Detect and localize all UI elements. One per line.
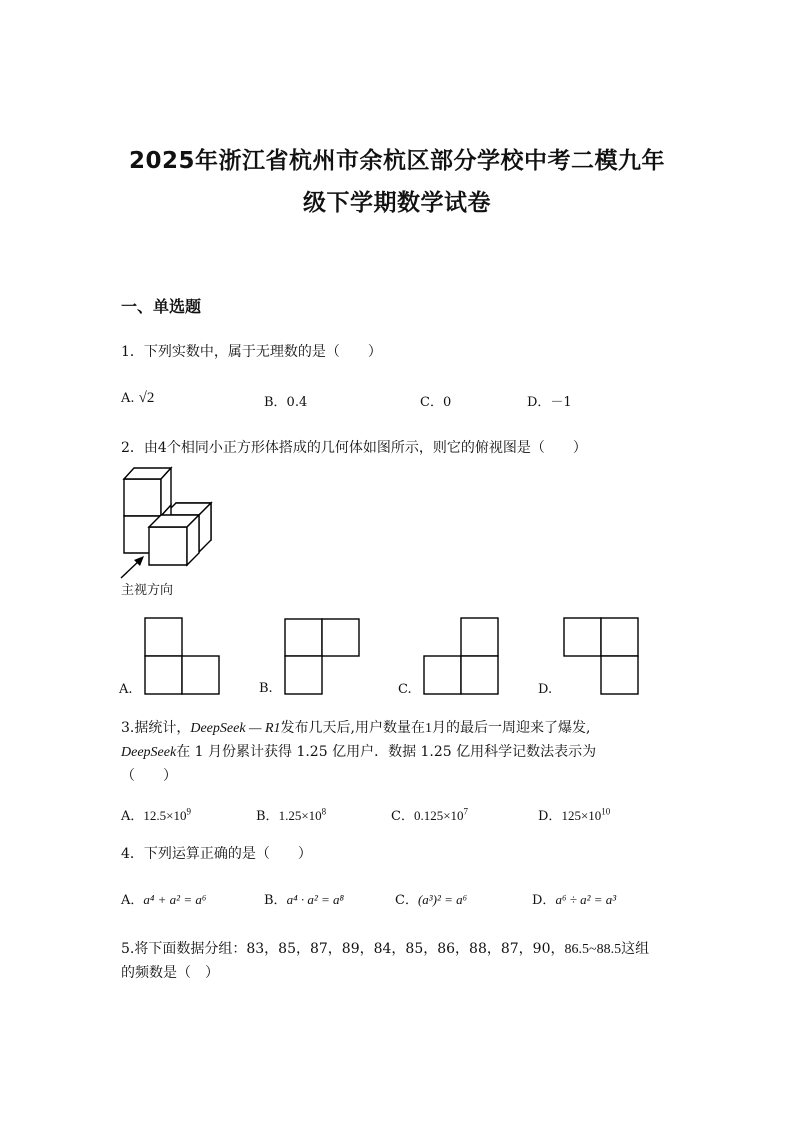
option-label: B． [264, 893, 287, 908]
question-2-option-c: C. [398, 682, 412, 697]
question-4-stem: 4．下列运算正确的是（ ） [121, 846, 312, 862]
option-label: A． [121, 893, 144, 908]
option-math: a⁴ · a² = a⁸ [286, 892, 345, 907]
question-3-line2 [121, 741, 596, 761]
option-math: 12.5×10 [143, 808, 187, 823]
option-label: D． [538, 809, 562, 824]
page-title-line1: 2025年浙江省杭州市余杭区部分学校中考二模九年 [128, 148, 665, 174]
question-3-option-b [256, 805, 326, 824]
option-label: D． [532, 893, 556, 908]
option-a-label: A. [121, 391, 135, 406]
option-label: A． [121, 809, 144, 824]
q3-mid2: 月的最后一周迎来了爆发, [432, 720, 591, 736]
question-3-option-a [121, 805, 191, 824]
option-a-view [140, 612, 230, 702]
q3-line2-text: 在 1 月份累计获得 1.25 亿用户．数据 1.25 亿用科学记数法表示为 [176, 744, 597, 760]
option-exponent: 9 [186, 806, 191, 817]
question-5-line2: 的频数是（ ） [121, 965, 219, 981]
q3-mid1: 发布几天后,用户数量在 [280, 720, 425, 736]
option-math: a⁶ ÷ a² = a³ [555, 892, 617, 907]
q3-deepseek-r1: DeepSeek — R1 [190, 721, 281, 736]
option-b-view [280, 612, 370, 702]
q5-line1-end: 这组 [621, 941, 650, 957]
question-3-option-d [538, 805, 610, 824]
question-5-line1 [121, 938, 649, 958]
option-exponent: 7 [463, 806, 469, 817]
option-exponent: 8 [321, 806, 327, 817]
option-c-view [418, 612, 508, 702]
cube-top-left [124, 468, 171, 516]
question-2-stem: 2．由4个相同小正方形体搭成的几何体如图所示，则它的俯视图是（ ） [121, 440, 587, 456]
question-3-option-c [391, 805, 468, 824]
q5-range: 86.5~88.5 [564, 942, 622, 957]
page-title-line2: 级下学期数学试卷 [303, 190, 491, 216]
option-exponent: 10 [601, 806, 611, 817]
question-1-option-a [121, 390, 154, 407]
option-math: (a³)² = a⁶ [417, 892, 468, 907]
question-2-option-a: A. [119, 682, 133, 697]
option-math: 0.125×10 [413, 808, 464, 823]
question-2-option-d: D. [538, 682, 553, 697]
option-math: 125×10 [561, 808, 602, 823]
question-1-option-d: D．－1 [527, 395, 572, 410]
option-math: a⁴ + a² = a⁶ [143, 892, 207, 907]
question-3-line1 [121, 717, 590, 737]
view-direction-arrow [121, 556, 144, 578]
option-label: B． [256, 809, 279, 824]
option-label: C． [391, 809, 414, 824]
question-4-option-b [264, 889, 344, 908]
q3-deepseek: DeepSeek [121, 745, 177, 760]
question-2-option-b: B. [259, 681, 273, 696]
question-4-option-a [121, 889, 206, 908]
question-1-stem: 1．下列实数中，属于无理数的是（ ） [121, 344, 382, 360]
q5-data-list: 5.将下面数据分组：83，85，87，89，84，85，86，88，87，90， [121, 941, 565, 957]
figure-caption: 主视方向 [121, 583, 174, 598]
question-4-option-c [395, 889, 467, 908]
option-label: C． [395, 893, 418, 908]
question-1-option-b: B．0.4 [264, 395, 308, 410]
option-math: 1.25×10 [278, 808, 322, 823]
cube-front-right [149, 515, 199, 565]
option-a-math: √2 [138, 390, 155, 406]
question-4-option-d [532, 889, 616, 908]
question-3-line3: （ ） [121, 768, 177, 784]
q3-prefix: 3.据统计， [121, 720, 191, 736]
section-heading: 一、单选题 [121, 297, 202, 316]
q3-num1: 1 [425, 721, 432, 736]
option-d-view [558, 612, 648, 702]
question-1-option-c: C．0 [420, 395, 452, 410]
cube-stack-figure [115, 460, 225, 585]
